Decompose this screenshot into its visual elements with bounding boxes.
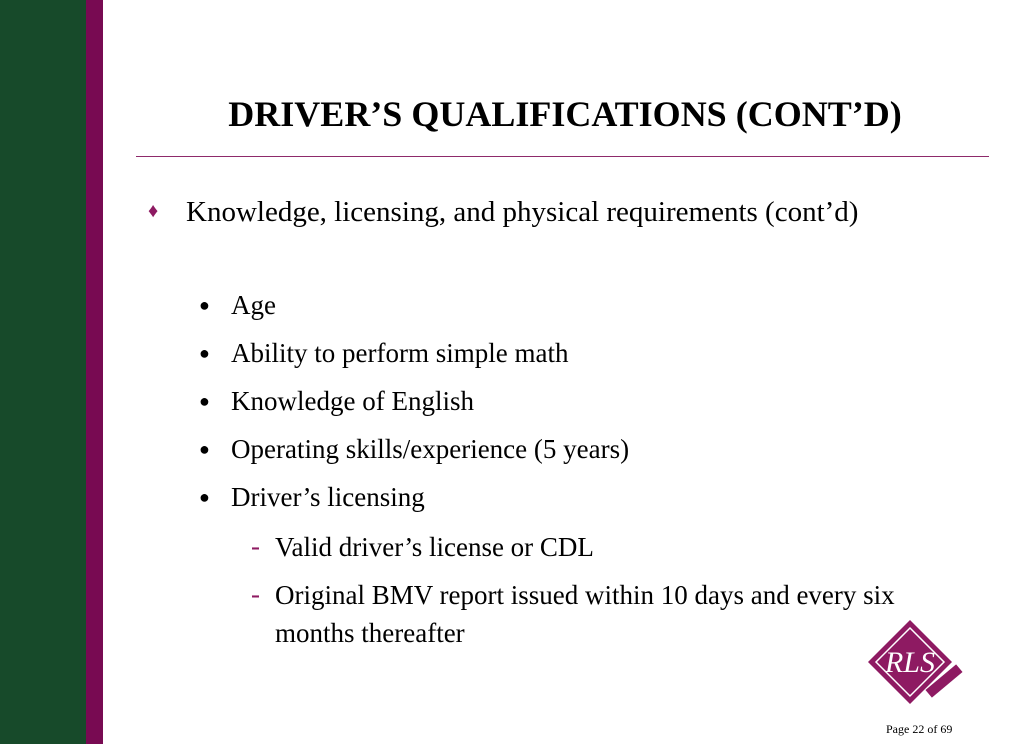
page-number: Page 22 of 69	[886, 722, 953, 736]
slide-title: DRIVER’S QUALIFICATIONS (CONT’D)	[228, 94, 902, 134]
dot-bullet-icon: ●	[199, 487, 210, 507]
dot-bullet-icon: ●	[199, 391, 210, 411]
level1-item: Knowledge, licensing, and physical requirements (cont’d)	[186, 196, 859, 228]
dash-bullet-icon: -	[251, 579, 260, 609]
diamond-bullet-icon: ♦	[148, 200, 159, 222]
dash-bullet-icon: -	[251, 531, 260, 561]
level2-item-age: Age	[231, 290, 276, 320]
level3-item-license: Valid driver’s license or CDL	[275, 532, 594, 562]
logo-text: RLS	[884, 646, 936, 679]
level2-item-english: Knowledge of English	[231, 386, 474, 416]
dot-bullet-icon: ●	[199, 295, 210, 315]
level3-item-bmv-report: Original BMV report issued within 10 days and every six months thereafter	[275, 580, 895, 648]
logo-icon	[860, 618, 970, 718]
dot-bullet-icon: ●	[199, 439, 210, 459]
company-logo	[860, 618, 970, 718]
level2-item-licensing: Driver’s licensing	[231, 482, 425, 512]
level2-item-operating-skills: Operating skills/experience (5 years)	[231, 434, 630, 464]
level2-item-math: Ability to perform simple math	[231, 338, 569, 368]
dot-bullet-icon: ●	[199, 343, 210, 363]
